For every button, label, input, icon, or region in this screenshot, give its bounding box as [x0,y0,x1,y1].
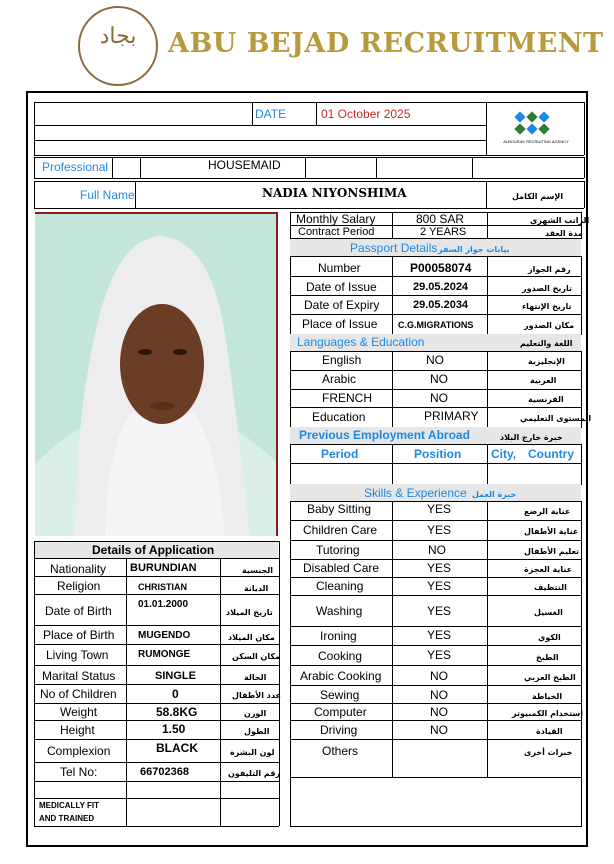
employment-col-country: Country [528,447,574,461]
lang-french-label: FRENCH [322,391,372,405]
weight-label: Weight [60,705,98,719]
full-name-ar: الإسم الكامل [512,192,564,201]
skill-tutoring-value: NO [428,543,446,557]
complexion-ar: لون البشرة [230,748,275,757]
tel-value: 66702368 [140,766,189,778]
religion-value: CHRISTIAN [138,582,187,592]
skill-washing-label: Washing [316,604,363,618]
passport-heading: Passport Details [350,241,438,255]
skill-tutoring-ar: تعليم الأطفال [524,547,580,556]
children-label: No of Children [40,687,117,701]
skill-disabled-care-label: Disabled Care [303,561,380,575]
nationality-ar: الجنسية [242,566,274,575]
skill-disabled-care-ar: عناية العجزة [524,565,573,574]
employment-heading: Previous Employment Abroad [299,428,470,442]
skill-driving-value: NO [430,723,448,737]
skill-cleaning-label: Cleaning [316,579,364,593]
skill-washing-value: YES [427,604,452,618]
portrait-image [35,214,278,536]
monthly-salary-value: 800 SAR [416,212,465,226]
medical-note-line2: AND TRAINED [39,814,95,823]
nationality-value: BURUNDIAN [130,562,197,574]
skill-disabled-care-value: YES [427,561,452,575]
skill-cleaning-ar: التنظيف [534,583,567,592]
passport-issue-value: 29.05.2024 [413,281,469,293]
passport-place-ar: مكان الصدور [524,321,575,330]
passport-place-value: C.G.MIGRATIONS [398,320,474,330]
lang-french-value: NO [430,391,448,405]
skill-arabic-cooking-ar: الطبخ العربي [524,673,576,682]
skill-driving-ar: القيادة [536,727,563,736]
contract-period-ar: مدة العقد [545,229,583,238]
contract-period-label: Contract Period [298,226,375,238]
passport-issue-ar: تاريخ الصدور [522,284,572,293]
professional-label: Professional [42,160,109,174]
languages-heading-ar: اللغة والتعليم [520,339,573,348]
education-ar: المستوى التعليمي [520,414,592,423]
skill-driving-label: Driving [320,723,358,737]
skill-ironing-ar: الكوي [538,633,561,642]
passport-expiry-value: 29.05.2034 [413,299,469,311]
skill-sewing-label: Sewing [320,688,360,702]
complexion-label: Complexion [47,744,111,758]
monthly-salary-label: Monthly Salary [296,212,376,226]
skill-sewing-value: NO [430,688,448,702]
living-town-ar: مكان السكن [232,652,280,661]
skill-children-care-value: YES [427,523,452,537]
skill-ironing-label: Ironing [320,629,357,643]
passport-expiry-label: Date of Expiry [304,298,380,312]
employment-col-position: Position [414,447,462,461]
agency-logo-icon [512,110,552,138]
passport-number-ar: رقم الجواز [528,265,571,274]
professional-value: HOUSEMAID [208,158,281,172]
skills-heading: Skills & Experience [364,486,467,500]
medical-note-line1: MEDICALLY FIT [39,801,100,810]
lang-french-ar: الفرنسية [528,395,564,404]
skill-cooking-ar: الطبخ [536,653,559,662]
education-label: Education [312,410,366,424]
skills-heading-ar: خبرة العمل [472,490,517,499]
monthly-salary-ar: الراتب الشهري [530,216,590,225]
passport-number-value: P00058074 [410,261,472,275]
children-ar: عدد الأطفال [232,691,281,700]
lang-arabic-label: Arabic [322,372,357,386]
skill-washing-ar: الغسيل [534,608,563,617]
passport-number-label: Number [318,261,361,275]
pob-label: Place of Birth [43,628,115,642]
dob-value: 01.01.2000 [138,599,189,610]
lang-english-ar: الإنجليزية [528,357,565,366]
passport-issue-label: Date of Issue [306,280,377,294]
skill-baby-sitting-ar: عناية الرضع [524,507,571,516]
skill-cooking-value: YES [427,648,452,662]
full-name-label: Full Name [80,188,135,202]
living-town-value: RUMONGE [138,649,191,660]
skill-children-care-ar: عناية الأطفال [524,527,579,536]
dob-label: Date of Birth [45,604,112,618]
education-value: PRIMARY [424,409,479,423]
brand-title: ABU BEJAD RECRUITMENT [168,28,604,59]
tel-ar: رقم التليفون [228,769,281,778]
weight-ar: الوزن [244,709,267,718]
passport-heading-ar: بيانات جواز السفر [438,245,510,254]
lang-english-label: English [322,353,362,367]
skill-computer-ar: إستخدام الكمبيوتر [512,709,583,718]
skill-cooking-label: Cooking [318,649,363,663]
skill-arabic-cooking-value: NO [430,669,448,683]
logo-calligraphy: بجاد [99,24,137,49]
skill-children-care-label: Children Care [303,523,378,537]
skill-tutoring-label: Tutoring [316,543,360,557]
pob-value: MUGENDO [138,630,191,641]
skill-cleaning-value: YES [427,579,452,593]
height-value: 1.50 [162,722,186,736]
employment-col-city: City, [491,447,517,461]
full-name-value: NADIA NIYONSHIMA [262,186,407,200]
passport-expiry-ar: تاريخ الإنتهاء [522,302,572,311]
tel-label: Tel No: [60,765,98,779]
marital-status-ar: الحالة [244,673,267,682]
skill-others-ar: خبرات أخرى [524,748,573,757]
lang-arabic-ar: العربية [530,376,557,385]
height-label: Height [60,723,95,737]
skill-arabic-cooking-label: Arabic Cooking [300,669,382,683]
candidate-photo [35,212,278,536]
application-heading: Details of Application [92,543,215,557]
languages-heading: Languages & Education [297,335,425,349]
employment-col-period: Period [321,447,359,461]
company-logo [78,6,158,86]
contract-period-value: 2 YEARS [420,226,467,238]
living-town-label: Living Town [46,648,109,662]
pob-ar: مكان الميلاد [228,633,275,642]
lang-english-value: NO [426,353,444,367]
lang-arabic-value: NO [430,372,448,386]
date-label: DATE [255,107,287,121]
skill-others-label: Others [322,744,359,758]
nationality-label: Nationality [50,562,107,576]
skill-sewing-ar: الخياطة [532,692,563,701]
employment-heading-ar: خبرة خارج البلاد [500,433,563,442]
dob-ar: تاريخ الميلاد [226,608,273,617]
date-value: 01 October 2025 [321,107,411,121]
agency-caption: ALBOURAK RECRUITING AGENCY [503,139,569,144]
complexion-value: BLACK [156,741,198,755]
skill-computer-value: NO [430,705,448,719]
weight-value: 58.8KG [156,705,198,719]
skill-ironing-value: YES [427,628,452,642]
height-ar: الطول [244,727,270,736]
skill-baby-sitting-label: Baby Sitting [307,502,372,516]
skill-baby-sitting-value: YES [427,502,452,516]
skill-computer-label: Computer [314,705,367,719]
marital-status-value: SINGLE [155,670,196,682]
passport-place-label: Place of Issue [302,317,378,331]
agency-logo [512,110,552,138]
religion-label: Religion [57,579,101,593]
religion-ar: الديانة [244,584,269,593]
marital-status-label: Marital Status [42,669,116,683]
children-value: 0 [172,687,179,701]
